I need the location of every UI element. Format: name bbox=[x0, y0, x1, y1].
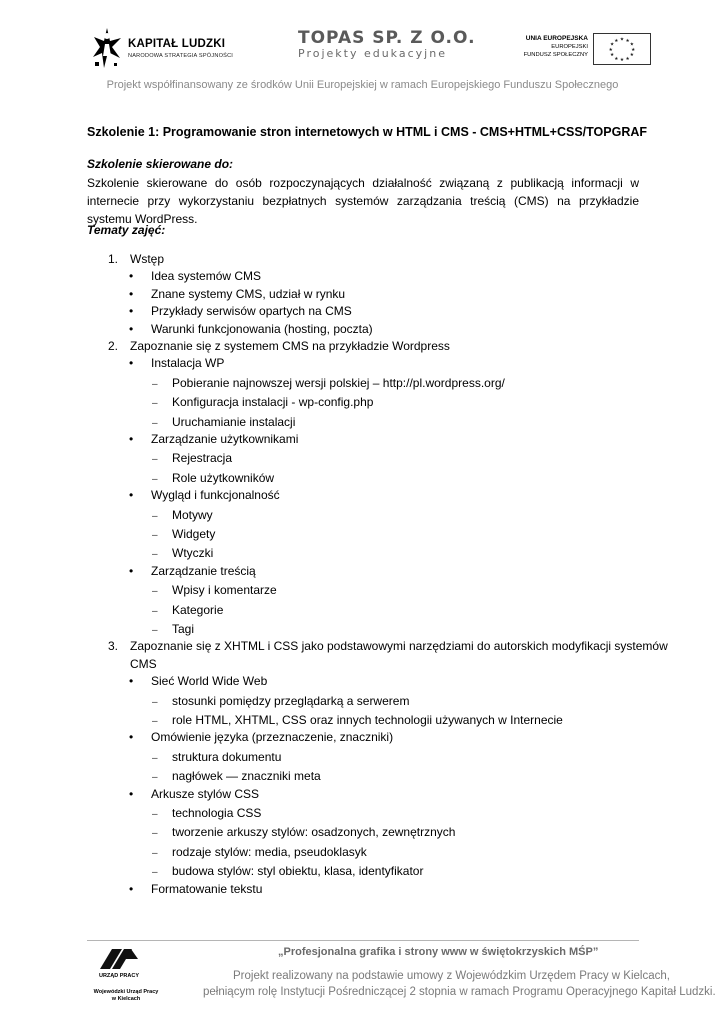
bullet-marker: • bbox=[129, 674, 134, 689]
bullet-marker: • bbox=[129, 563, 134, 578]
topic-number: 1. bbox=[108, 252, 119, 266]
dash-marker: – bbox=[152, 772, 158, 784]
topic-item: Sieć World Wide Web bbox=[151, 674, 268, 689]
bullet-marker: • bbox=[129, 730, 134, 745]
bullet-marker: • bbox=[129, 286, 134, 301]
topic-item: Warunki funkcjonowania (hosting, poczta) bbox=[151, 321, 373, 336]
dash-marker: – bbox=[152, 530, 158, 541]
svg-text:★: ★ bbox=[629, 53, 634, 59]
dash-marker: – bbox=[152, 605, 158, 617]
dash-marker: – bbox=[152, 586, 158, 598]
topic-subitem: Widgety bbox=[172, 527, 216, 541]
topic-title: Wstęp bbox=[130, 252, 165, 266]
topic-subitem: Konfiguracja instalacji - wp-config.php bbox=[172, 395, 374, 410]
topas-logo-subtitle: Projekty edukacyjne bbox=[298, 47, 447, 60]
bullet-marker: • bbox=[129, 786, 134, 801]
topic-title: Zapoznanie się z XHTML i CSS jako podstawowymi narzędziami do autorskich modyfikacji systemów bbox=[130, 639, 668, 654]
topic-subitem: role HTML, XHTML, CSS oraz innych technologii używanych w Internecie bbox=[172, 713, 563, 727]
eu-logo-line2: EUROPEJSKI bbox=[551, 44, 588, 50]
bullet-marker: • bbox=[129, 269, 134, 284]
dash-marker: – bbox=[152, 549, 158, 561]
topic-subitem: nagłówek — znaczniki meta bbox=[172, 769, 321, 784]
topic-number: 2. bbox=[108, 339, 119, 353]
topic-item: Omówienie języka (przeznaczenie, znaczniki) bbox=[151, 730, 394, 745]
topic-subitem: Kategorie bbox=[172, 602, 224, 617]
dash-marker: – bbox=[152, 696, 158, 708]
topic-subitem: Motywy bbox=[172, 507, 213, 522]
page-header bbox=[0, 0, 725, 100]
urzad-pracy-logo-caption: URZĄD PRACY bbox=[98, 973, 140, 979]
footer-note-line1: Projekt realizowany na podstawie umowy z Wojewódzkim Urzędem Pracy w Kielcach, bbox=[233, 970, 670, 982]
topic-item: Przykłady serwisów opartych na CMS bbox=[151, 304, 352, 319]
eu-logo bbox=[525, 33, 660, 67]
topic-item: Instalacja WP bbox=[151, 356, 225, 371]
svg-text:★: ★ bbox=[614, 56, 619, 62]
topas-logo bbox=[298, 28, 476, 60]
topic-title-continued: CMS bbox=[130, 656, 157, 671]
svg-text:★: ★ bbox=[610, 42, 615, 48]
footer-slogan: „Profesjonalna grafika i strony www w świętokrzyskich MŚP” bbox=[278, 946, 599, 958]
svg-text:★: ★ bbox=[608, 47, 613, 53]
kapital-ludzki-title: KAPITAŁ LUDZKI bbox=[128, 38, 226, 50]
svg-text:★: ★ bbox=[614, 38, 619, 44]
topic-subitem: Tagi bbox=[172, 622, 195, 636]
dash-marker: – bbox=[152, 809, 158, 820]
topic-subitem: technologia CSS bbox=[172, 806, 262, 820]
topic-subitem: Uruchamianie instalacji bbox=[172, 414, 296, 429]
dash-marker: – bbox=[152, 398, 158, 410]
topic-subitem: budowa stylów: styl obiektu, klasa, identyfikator bbox=[172, 864, 424, 879]
svg-text:★: ★ bbox=[625, 56, 630, 62]
topic-subitem: tworzenie arkuszy stylów: osadzonych, zewnętrznych bbox=[172, 825, 456, 840]
dash-marker: – bbox=[152, 716, 158, 727]
topic-item: Arkusze stylów CSS bbox=[151, 786, 260, 801]
dash-marker: – bbox=[152, 417, 158, 429]
topic-item: Znane systemy CMS, udział w rynku bbox=[151, 286, 346, 301]
topic-number: 3. bbox=[108, 639, 119, 654]
svg-text:★: ★ bbox=[619, 58, 625, 64]
topic-item: Zarządzanie treścią bbox=[151, 563, 256, 578]
dash-marker: – bbox=[152, 378, 158, 390]
footer-divider bbox=[87, 940, 639, 941]
svg-text:★: ★ bbox=[631, 47, 636, 53]
dash-marker: – bbox=[152, 454, 158, 466]
urzad-pracy-logo bbox=[86, 945, 168, 1005]
topics-label: Tematy zajęć: bbox=[87, 223, 166, 237]
dash-marker: – bbox=[152, 847, 158, 859]
topic-subitem: Pobieranie najnowszej wersji polskiej – http://pl.wordpress.org/ bbox=[172, 375, 505, 390]
dash-marker: – bbox=[152, 473, 158, 485]
kapital-ludzki-star-icon bbox=[92, 26, 122, 70]
topic-subitem: Rejestracja bbox=[172, 451, 233, 466]
topic-subitem: rodzaje stylów: media, pseudoklasyk bbox=[172, 844, 367, 859]
svg-text:★: ★ bbox=[610, 53, 615, 59]
dash-marker: – bbox=[152, 867, 158, 879]
bullet-marker: • bbox=[129, 881, 134, 896]
eu-flag-icon bbox=[593, 33, 651, 65]
dash-marker: – bbox=[152, 752, 158, 764]
topic-title: Zapoznanie się z systemem CMS na przykładzie Wordpress bbox=[130, 339, 450, 353]
document-title: Szkolenie 1: Programowanie stron internetowych w HTML i CMS - CMS+HTML+CSS/TOPGRAF bbox=[87, 125, 648, 139]
dash-marker: – bbox=[152, 625, 158, 636]
eu-logo-line3: FUNDUSZ SPOŁECZNY bbox=[523, 52, 588, 58]
svg-text:★: ★ bbox=[619, 37, 625, 43]
bullet-marker: • bbox=[129, 304, 134, 319]
topas-logo-title: TOPAS SP. Z O.O. bbox=[298, 28, 476, 48]
bullet-marker: • bbox=[129, 488, 134, 503]
eu-stars-icon bbox=[594, 34, 650, 64]
topic-subitem: struktura dokumentu bbox=[172, 749, 282, 764]
topic-subitem: Wtyczki bbox=[172, 546, 214, 561]
urzad-pracy-icon bbox=[98, 945, 140, 973]
eu-logo-text bbox=[524, 35, 588, 59]
kapital-ludzki-subtitle: NARODOWA STRATEGIA SPÓJNOŚCI bbox=[128, 53, 234, 59]
svg-text:★: ★ bbox=[629, 42, 634, 48]
topic-item: Idea systemów CMS bbox=[151, 269, 262, 284]
bullet-marker: • bbox=[129, 321, 134, 336]
topic-item: Wygląd i funkcjonalność bbox=[151, 488, 280, 503]
audience-text: Szkolenie skierowane do osób rozpoczynających działalność związaną z publikacją informacji w internecie przy wykorzystaniu bezpłatnych systemów zarządzania treścią (CMS) na przykładzie systemu WordPress. bbox=[87, 176, 639, 226]
cofinancing-note: Projekt współfinansowany ze środków Unii Europejskiej w ramach Europejskiego Funduszu Społecznego bbox=[106, 79, 619, 91]
urzad-pracy-logo-city: w Kielcach bbox=[111, 996, 141, 1002]
urzad-pracy-logo-name: Wojewódzki Urząd Pracy bbox=[93, 989, 159, 995]
audience-label: Szkolenie skierowane do: bbox=[87, 157, 234, 171]
kapital-ludzki-logo bbox=[92, 26, 232, 70]
dash-marker: – bbox=[152, 828, 158, 840]
topic-item: Zarządzanie użytkownikami bbox=[151, 432, 299, 446]
svg-text:★: ★ bbox=[625, 38, 630, 44]
topic-subitem: stosunki pomiędzy przeglądarką a serwerem bbox=[172, 693, 410, 708]
dash-marker: – bbox=[152, 510, 158, 522]
topic-subitem: Wpisy i komentarze bbox=[172, 583, 277, 598]
topic-subitem: Role użytkowników bbox=[172, 470, 275, 485]
bullet-marker: • bbox=[129, 432, 134, 446]
eu-logo-line1: UNIA EUROPEJSKA bbox=[525, 35, 588, 42]
topic-item: Formatowanie tekstu bbox=[151, 881, 263, 896]
bullet-marker: • bbox=[129, 356, 134, 371]
footer-note-line2: pełniącym rolę Instytucji Pośredniczącej 2 stopnia w ramach Programu Operacyjnego Kapitał Ludzki. bbox=[203, 986, 716, 998]
